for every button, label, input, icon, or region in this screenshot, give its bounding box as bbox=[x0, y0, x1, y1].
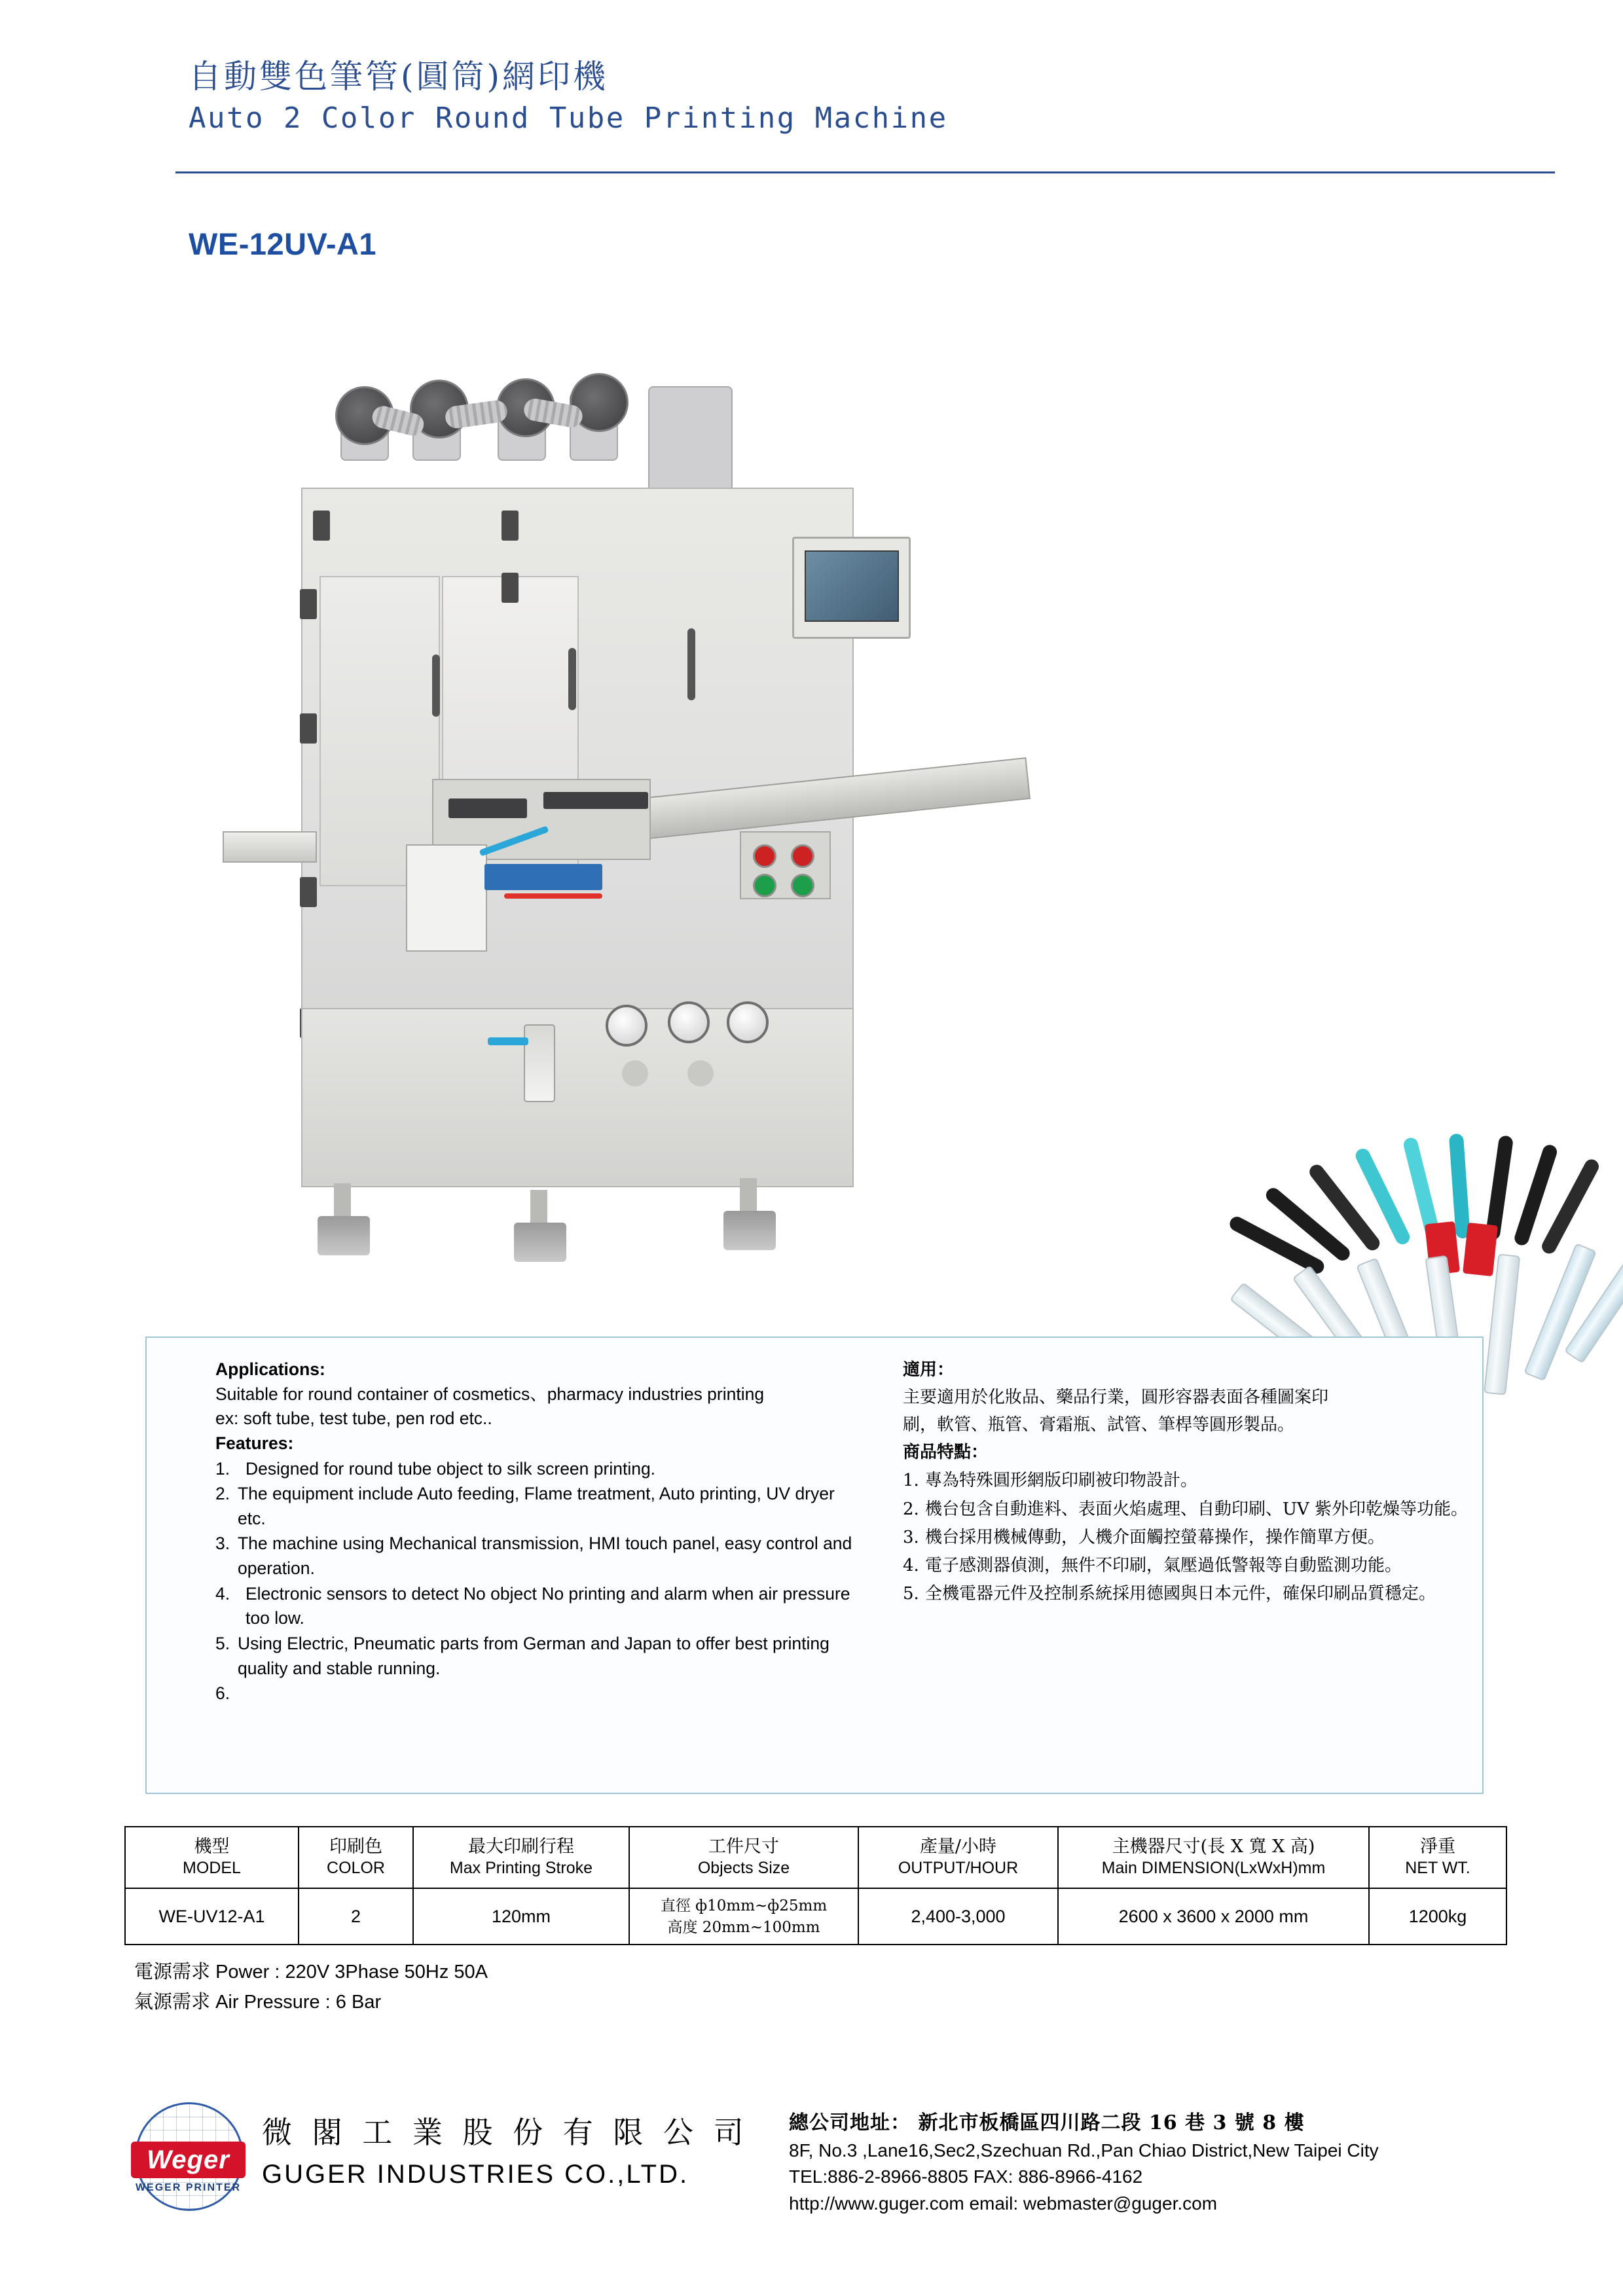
air-value: Air Pressure : 6 Bar bbox=[215, 1991, 382, 2013]
rail-bar-1 bbox=[448, 798, 527, 818]
power-label-cn: 電源需求 bbox=[134, 1960, 211, 1982]
company-name-en: GUGER INDUSTRIES CO.,LTD. bbox=[262, 2159, 689, 2189]
document-header bbox=[189, 58, 1432, 136]
header-output: 產量/小時 OUTPUT/HOUR bbox=[858, 1827, 1058, 1888]
hinge-1 bbox=[300, 589, 317, 619]
foot-1 bbox=[318, 1216, 370, 1255]
specification-table bbox=[124, 1826, 1507, 1945]
cell-net-weight: 1200kg bbox=[1369, 1888, 1506, 1945]
infeed-rail bbox=[223, 831, 317, 863]
address-cn: 總公司地址： 新北市板橋區四川路二段 16 巷 3 號 8 樓 bbox=[789, 2111, 1305, 2134]
leg-2 bbox=[530, 1190, 547, 1226]
power-requirements bbox=[134, 1957, 488, 2017]
cell-dimension: 2600 x 3600 x 2000 mm bbox=[1058, 1888, 1369, 1945]
feature-item-en-5: 5. Using Electric, Pneumatic parts from German and Japan to offer best printing quality and stable running. bbox=[215, 1633, 830, 1678]
pressure-gauge-1 bbox=[606, 1005, 647, 1047]
air-inlet-tube bbox=[488, 1037, 528, 1045]
rail-bar-2 bbox=[543, 792, 648, 809]
contact-info bbox=[789, 2109, 1379, 2217]
machine-illustration bbox=[216, 347, 1054, 1257]
door-handle-right[interactable] bbox=[687, 628, 695, 700]
applications-text-en-2: ex: soft tube, test tube, pen rod etc.. bbox=[215, 1408, 492, 1429]
model-code: WE-12UV-A1 bbox=[189, 226, 377, 261]
header-objects-size: 工件尺寸 Objects Size bbox=[629, 1827, 858, 1888]
sample-cosmetic-2 bbox=[1463, 1223, 1498, 1276]
cell-color: 2 bbox=[299, 1888, 413, 1945]
header-stroke: 最大印刷行程 Max Printing Stroke bbox=[413, 1827, 629, 1888]
knob-2[interactable] bbox=[687, 1060, 714, 1086]
website-email[interactable]: http://www.guger.com email: webmaster@guger.com bbox=[789, 2193, 1218, 2214]
valve-block bbox=[484, 864, 602, 890]
header-divider bbox=[175, 171, 1555, 173]
feature-item-cn-2: 2. 機台包含自動進料、表面火焰處理、自動印刷、UV 紫外印乾燥等功能。 bbox=[903, 1499, 1468, 1519]
feature-item-en-1: 1. Designed for round tube object to silk screen printing. bbox=[215, 1458, 656, 1479]
feature-item-en-4: 4. Electronic sensors to detect No object No printing and alarm when air pressure too low. bbox=[215, 1583, 850, 1628]
hinge-3 bbox=[300, 877, 317, 907]
company-logo bbox=[131, 2101, 246, 2215]
feature-item-en-6: 6. bbox=[215, 1683, 230, 1704]
door-handle-left[interactable] bbox=[432, 655, 440, 717]
applications-text-cn-2: 刷，軟管、瓶管、膏霜瓶、試管、筆桿等圓形製品。 bbox=[903, 1415, 1295, 1435]
pressure-gauge-2 bbox=[668, 1001, 710, 1043]
cell-model: WE-UV12-A1 bbox=[125, 1888, 299, 1945]
description-english bbox=[215, 1357, 864, 1706]
power-value: Power : 220V 3Phase 50Hz 50A bbox=[215, 1962, 488, 1982]
feature-item-cn-4: 4. 電子感測器偵測，無件不印刷，氣壓過低警報等自動監測功能。 bbox=[903, 1555, 1402, 1575]
pressure-gauge-3 bbox=[727, 1001, 769, 1043]
knob-1[interactable] bbox=[622, 1060, 648, 1086]
objects-size-line-1: 直徑 ф10mm~ф25mm bbox=[660, 1897, 828, 1915]
header-color: 印刷色 COLOR bbox=[299, 1827, 413, 1888]
features-heading-en: Features: bbox=[215, 1433, 294, 1453]
cell-output: 2,400-3,000 bbox=[858, 1888, 1058, 1945]
air-regulator bbox=[524, 1024, 555, 1102]
door-handle-middle[interactable] bbox=[568, 648, 576, 710]
header-net-weight: 淨重 NET WT. bbox=[1369, 1827, 1506, 1888]
feature-item-en-3: 3. The machine using Mechanical transmission, HMI touch panel, easy control and operation. bbox=[215, 1534, 852, 1578]
leg-1 bbox=[334, 1183, 351, 1219]
company-name bbox=[262, 2114, 749, 2191]
logo-subtext: WEGER PRINTER bbox=[135, 2182, 242, 2193]
air-tube-2 bbox=[504, 893, 602, 899]
cell-stroke: 120mm bbox=[413, 1888, 629, 1945]
run-button[interactable] bbox=[791, 874, 814, 897]
cabinet-door-left bbox=[319, 576, 440, 886]
foot-3 bbox=[723, 1211, 776, 1250]
power-line-1 bbox=[134, 1957, 488, 1987]
alarm-button[interactable] bbox=[791, 844, 814, 868]
table-header-row bbox=[125, 1827, 1506, 1888]
description-box bbox=[145, 1336, 1484, 1794]
hmi-panel[interactable] bbox=[792, 537, 911, 639]
leg-3 bbox=[740, 1178, 757, 1214]
air-label-cn: 氣源需求 bbox=[134, 1990, 211, 2013]
hinge-7 bbox=[501, 573, 519, 603]
address-en: 8F, No.3 ,Lane16,Sec2,Szechuan Rd.,Pan Chiao District,New Taipei City bbox=[789, 2140, 1379, 2161]
cell-objects-size bbox=[629, 1888, 858, 1945]
company-name-cn: 微 閣 工 業 股 份 有 限 公 司 bbox=[262, 2115, 749, 2150]
side-panel bbox=[406, 844, 487, 952]
hinge-5 bbox=[313, 511, 330, 541]
table-row bbox=[125, 1888, 1506, 1945]
lower-cabinet bbox=[301, 1008, 854, 1187]
objects-size-line-2: 高度 20mm~100mm bbox=[667, 1919, 820, 1936]
feature-item-en-2: 2. The equipment include Auto feeding, Flame treatment, Auto printing, UV dryer etc. bbox=[215, 1484, 835, 1528]
hinge-2 bbox=[300, 713, 317, 744]
sample-syringe-1 bbox=[1523, 1243, 1597, 1381]
hinge-6 bbox=[501, 511, 519, 541]
feature-item-cn-1: 1. 專為特殊圓形網版印刷被印物設計。 bbox=[903, 1471, 1198, 1491]
start-button[interactable] bbox=[753, 874, 776, 897]
feature-item-cn-5: 5. 全機電器元件及控制系統採用德國與日本元件，確保印刷品質穩定。 bbox=[903, 1583, 1436, 1604]
telephone-fax: TEL:886-2-8966-8805 FAX: 886-8966-4162 bbox=[789, 2166, 1143, 2187]
machine-photo bbox=[196, 327, 1440, 1283]
feature-item-cn-3: 3. 機台採用機械傳動，人機介面觸控螢幕操作，操作簡單方便。 bbox=[903, 1527, 1385, 1547]
applications-text-cn-1: 主要適用於化妝品、藥品行業，圓形容器表面各種圖案印 bbox=[903, 1388, 1329, 1408]
page-title-en: Auto 2 Color Round Tube Printing Machine bbox=[189, 101, 948, 135]
power-line-2 bbox=[134, 1987, 488, 2017]
page-title-cn: 自動雙色筆管(圓筒)網印機 bbox=[189, 58, 609, 96]
description-chinese bbox=[903, 1356, 1472, 1607]
duct-box-right bbox=[648, 386, 733, 503]
applications-heading-cn: 適用： bbox=[903, 1360, 955, 1380]
stop-button[interactable] bbox=[753, 844, 776, 868]
logo-wordmark: Weger bbox=[131, 2142, 246, 2178]
applications-heading-en: Applications: bbox=[215, 1359, 325, 1379]
hmi-touch-screen[interactable] bbox=[805, 550, 899, 622]
applications-text-en-1: Suitable for round container of cosmetics、pharmacy industries printing bbox=[215, 1384, 765, 1404]
features-heading-cn: 商品特點： bbox=[903, 1443, 989, 1463]
foot-2 bbox=[514, 1223, 566, 1262]
header-dimension: 主機器尺寸(長 X 寬 X 高) Main DIMENSION(LxWxH)mm bbox=[1058, 1827, 1369, 1888]
header-model: 機型 MODEL bbox=[125, 1827, 299, 1888]
